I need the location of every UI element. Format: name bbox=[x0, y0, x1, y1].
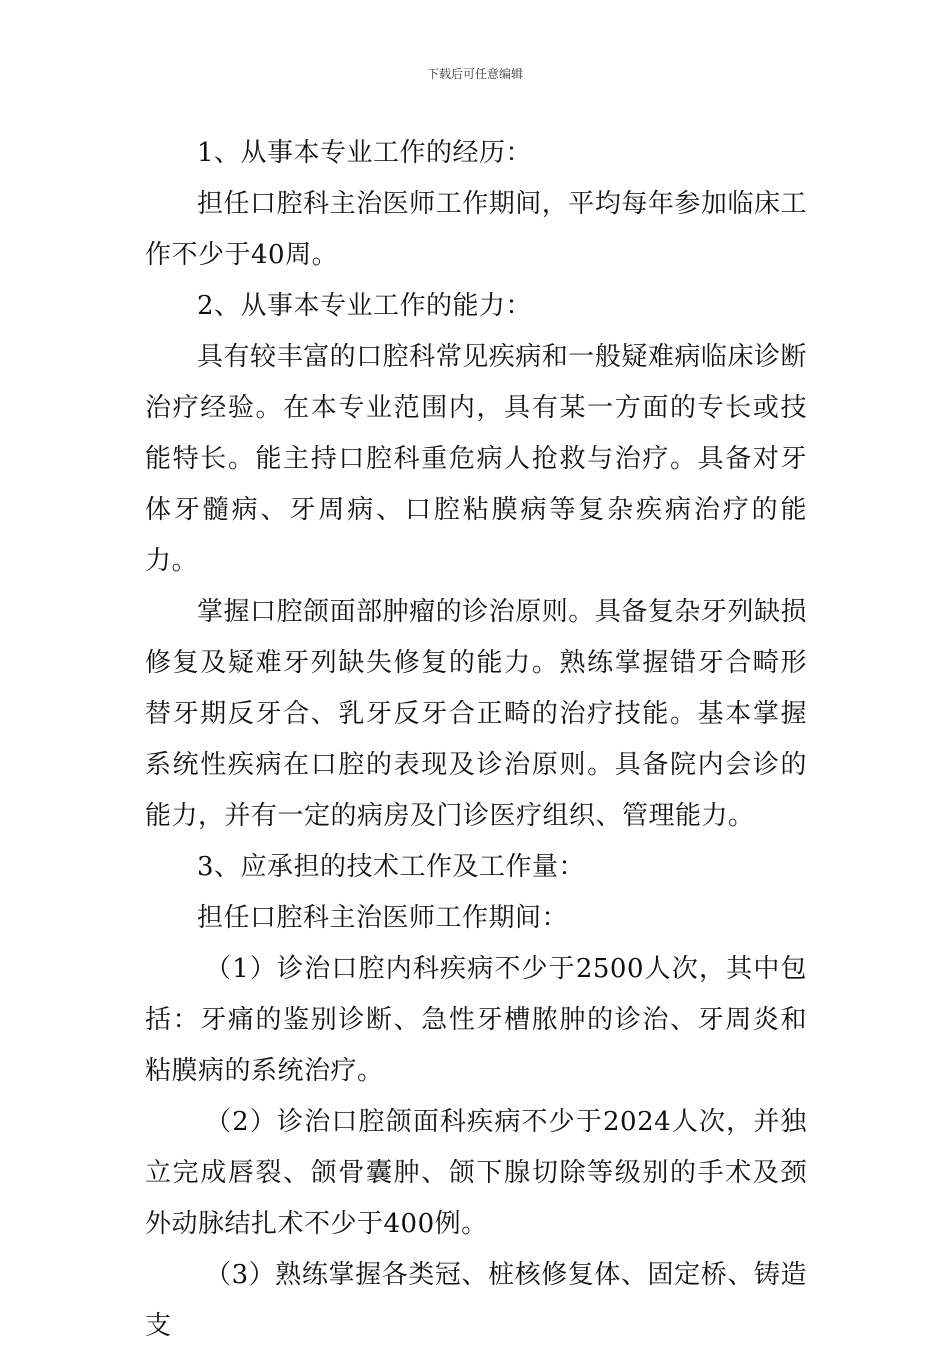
list-item: （1）诊治口腔内科疾病不少于2500人次，其中包括：牙痛的鉴别诊断、急性牙槽脓肿的诊治、牙周炎和粘膜病的系统治疗。 bbox=[145, 954, 807, 1086]
paragraph: 具有较丰富的口腔科常见疾病和一般疑难病临床诊断治疗经验。在本专业范围内，具有某一方面的专长或技能特长。能主持口腔科重危病人抢救与治疗。具备对牙体牙髓病、牙周病、口腔粘膜病等复杂疾病治疗的能力。 bbox=[145, 342, 807, 576]
list-item: （2）诊治口腔颌面科疾病不少于2024人次，并独立完成唇裂、颌骨囊肿、颌下腺切除等级别的手术及颈外动脉结扎术不少于400例。 bbox=[145, 1107, 807, 1239]
section-heading-1: 1、从事本专业工作的经历： bbox=[197, 138, 533, 168]
document-body bbox=[145, 128, 807, 1352]
section-heading-3: 3、应承担的技术工作及工作量： bbox=[197, 852, 586, 882]
page-header: 下载后可任意编辑 bbox=[426, 67, 523, 81]
list-item: （3）熟练掌握各类冠、桩核修复体、固定桥、铸造支 bbox=[145, 1260, 807, 1341]
paragraph: 掌握口腔颌面部肿瘤的诊治原则。具备复杂牙列缺损修复及疑难牙列缺失修复的能力。熟练掌握错牙合畸形替牙期反牙合、乳牙反牙合正畸的治疗技能。基本掌握系统性疾病在口腔的表现及诊治原则。具备院内会诊的能力，并有一定的病房及门诊医疗组织、管理能力。 bbox=[145, 597, 807, 831]
paragraph: 担任口腔科主治医师工作期间： bbox=[197, 903, 569, 933]
paragraph: 担任口腔科主治医师工作期间，平均每年参加临床工作不少于40周。 bbox=[145, 189, 807, 270]
section-heading-2: 2、从事本专业工作的能力： bbox=[197, 291, 533, 321]
